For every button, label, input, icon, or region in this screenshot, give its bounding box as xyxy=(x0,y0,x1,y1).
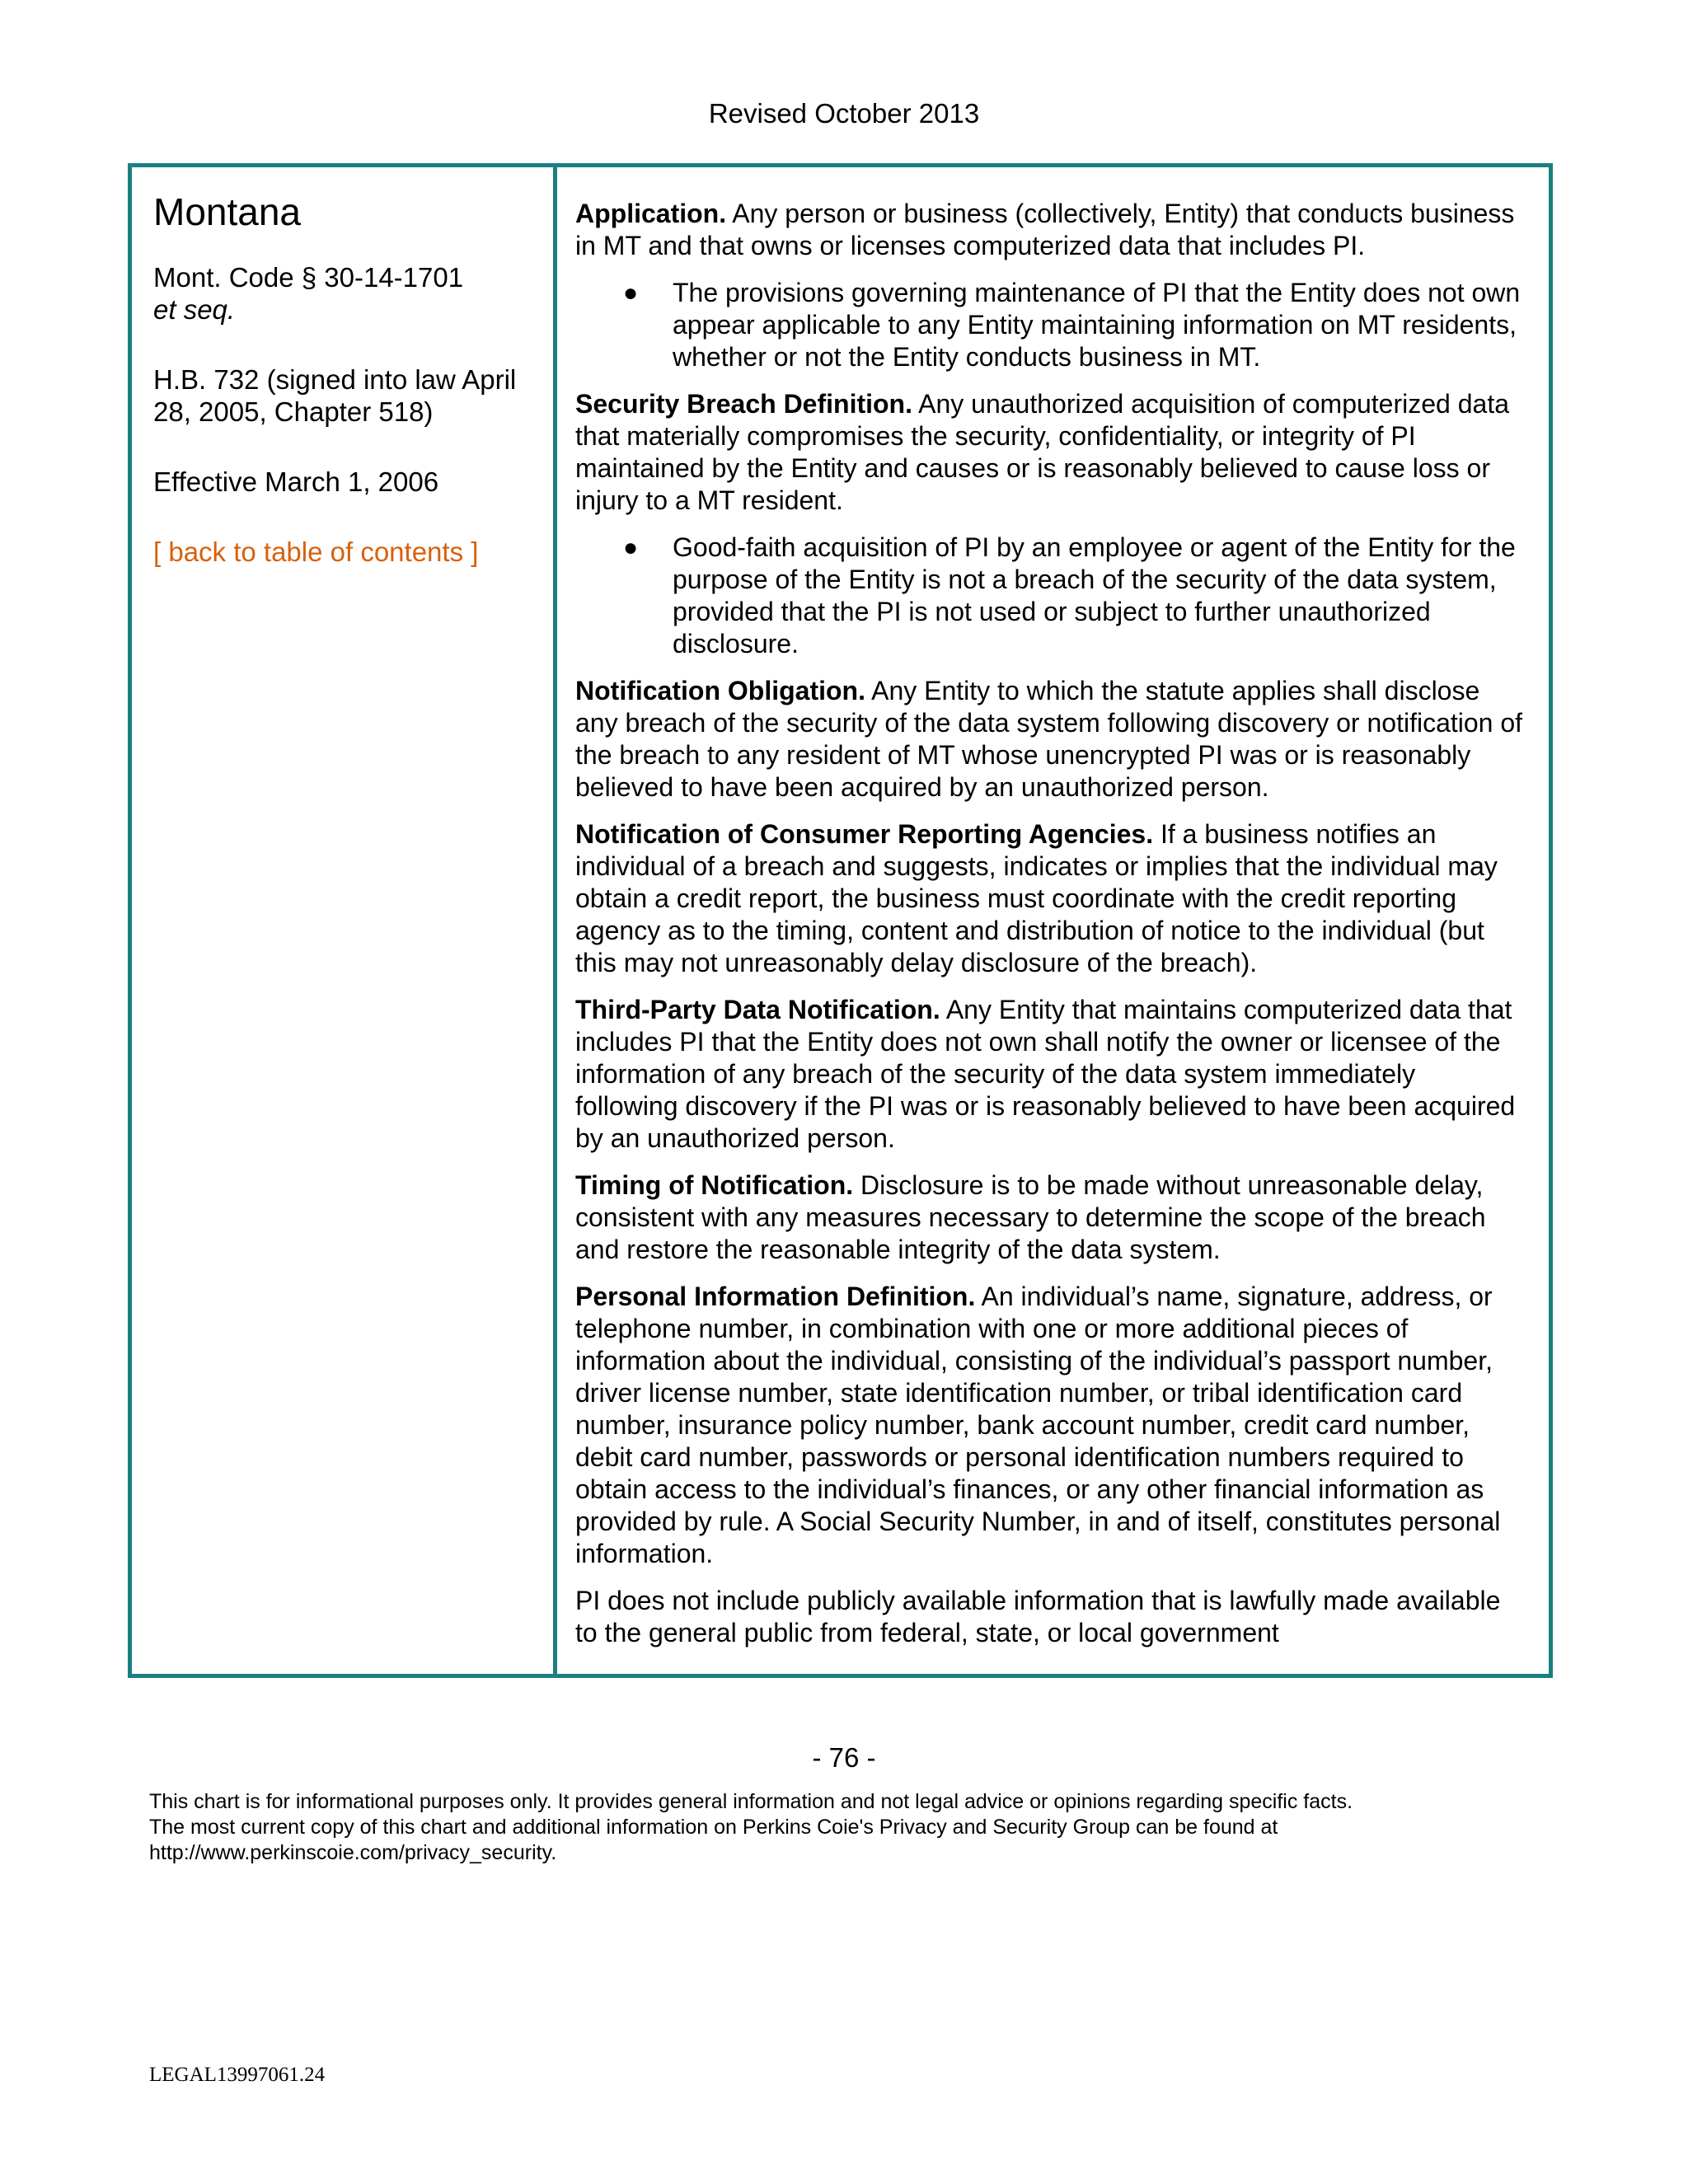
back-to-toc-link[interactable]: [ back to table of contents ] xyxy=(153,537,479,567)
state-name: Montana xyxy=(153,190,302,233)
bullet-icon: ● xyxy=(623,279,639,307)
section-heading: Personal Information Definition. xyxy=(575,1282,976,1311)
state-info-column xyxy=(132,167,557,1674)
disclaimer-url: http://www.perkinscoie.com/privacy_security. xyxy=(149,1841,557,1864)
section-application xyxy=(575,198,1524,262)
revised-date: Revised October 2013 xyxy=(708,98,980,129)
statute-citation xyxy=(153,261,537,326)
section-heading: Timing of Notification. xyxy=(575,1170,854,1200)
disclaimer-line: This chart is for informational purposes only. It provides general information and not legal advice or opinions regarding specific facts. xyxy=(149,1790,1353,1813)
bullet-text: The provisions governing maintenance of PI that the Entity does not own appear applicable to any Entity maintaining information on MT residents, whether or not the Entity conducts business in MT. xyxy=(673,278,1521,372)
footer-disclaimer xyxy=(149,1789,1550,1866)
page-number: - 76 - xyxy=(812,1742,876,1773)
statute-code: Mont. Code § 30-14-1701 xyxy=(153,262,464,293)
section-notification-obligation xyxy=(575,675,1524,804)
section-third-party xyxy=(575,994,1524,1155)
section-text: Any person or business (collectively, Entity) that conducts business in MT and that owns or licenses computerized data that includes PI. xyxy=(575,199,1515,260)
effective-date: Effective March 1, 2006 xyxy=(153,466,439,497)
statute-et-seq: et seq. xyxy=(153,294,236,325)
bullet-text: Good-faith acquisition of PI by an employee or agent of the Entity for the purpose of the Entity is not a breach of the security of the data system, provided that the PI is not used or subject to further unauthorized disclosure. xyxy=(673,532,1516,658)
document-id: LEGAL13997061.24 xyxy=(149,2064,326,2086)
section-heading: Third-Party Data Notification. xyxy=(575,995,940,1024)
section-security-breach xyxy=(575,388,1524,517)
section-heading: Notification of Consumer Reporting Agencies. xyxy=(575,819,1154,849)
bullet-icon: ● xyxy=(623,534,639,561)
law-details-column xyxy=(557,167,1549,1674)
state-law-table xyxy=(128,163,1553,1678)
section-timing xyxy=(575,1169,1524,1266)
section-text: Any unauthorized acquisition of computerized data that materially compromises the security, confidentiality, or integrity of PI maintained by the Entity and causes or is reasonably believed to cause loss or injury to a MT resident. xyxy=(575,389,1509,515)
section-text: Disclosure is to be made without unreasonable delay, consistent with any measures necessary to determine the scope of the breach and restore the reasonable integrity of the data system. xyxy=(575,1170,1486,1264)
section-heading: Security Breach Definition. xyxy=(575,389,912,419)
disclaimer-line: The most current copy of this chart and additional information on Perkins Coie's Privacy and Security Group can be found at xyxy=(149,1816,1278,1839)
section-heading: Application. xyxy=(575,199,727,228)
bullet-item xyxy=(575,277,1524,373)
section-heading: Notification Obligation. xyxy=(575,676,865,705)
bullet-item xyxy=(575,532,1524,660)
section-text: Any Entity to which the statute applies shall disclose any breach of the security of the data system following discovery or notification of the breach to any resident of MT whose unencrypted PI was or is reasonably believed to have been acquired by an unauthorized person. xyxy=(575,676,1523,802)
bill-info: H.B. 732 (signed into law April 28, 2005, Chapter 518) xyxy=(153,364,517,427)
section-text: Any Entity that maintains computerized data that includes PI that the Entity does not own shall notify the owner or licensee of the information of any breach of the security of the data system immediately following discovery if the PI was or is reasonably believed to have been acquired by an unauthorized person. xyxy=(575,995,1516,1153)
section-pi-definition xyxy=(575,1281,1524,1570)
section-text: If a business notifies an individual of a breach and suggests, indicates or implies that the individual may obtain a credit report, the business must coordinate with the credit reporting agency as to the timing, content and distribution of notice to the individual (but this may not unreasonably delay disclosure of the breach). xyxy=(575,819,1498,977)
section-consumer-reporting xyxy=(575,818,1524,979)
section-pi-exclusion: PI does not include publicly available information that is lawfully made available to the general public from federal, state, or local government xyxy=(575,1586,1501,1647)
section-text: An individual’s name, signature, address, or telephone number, in combination with one or more additional pieces of information about the individual, consisting of the individual’s passport number, driver license number, state identification number, or tribal identification card number, insurance policy number, bank account number, credit card number, debit card number, passwords or personal identification numbers required to obtain access to the individual’s finances, or any other financial information as provided by rule. A Social Security Number, in and of itself, constitutes personal information. xyxy=(575,1282,1501,1568)
